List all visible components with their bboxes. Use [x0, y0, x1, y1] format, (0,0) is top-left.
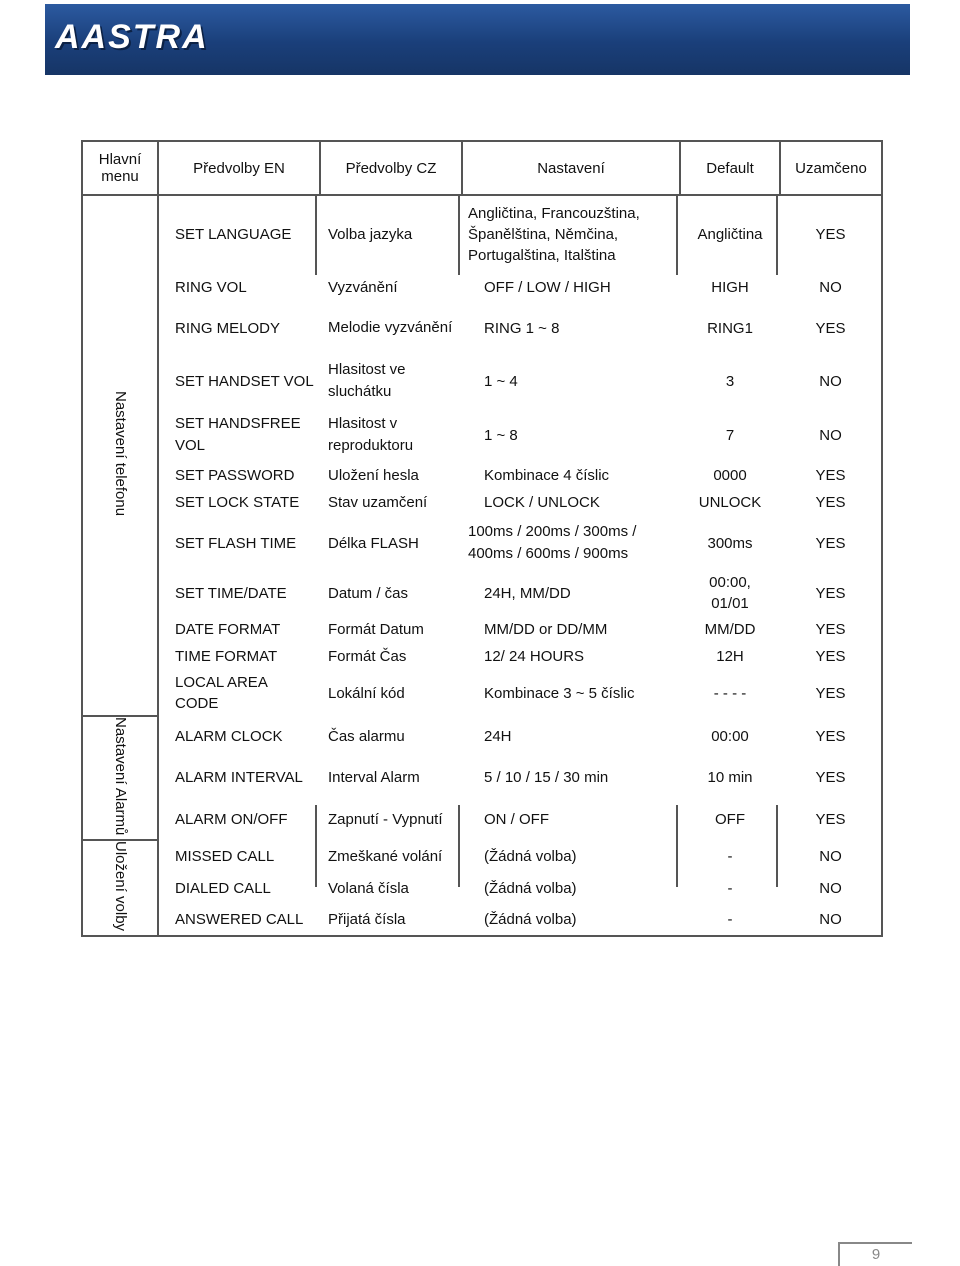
cell-default: 3 — [725, 372, 735, 390]
cell-setting: Kombinace 4 číslic — [484, 467, 610, 484]
cell-default: RING1 — [707, 319, 753, 337]
cell-locked: YES — [780, 798, 882, 840]
cell-cz: Volba jazyka — [328, 225, 413, 243]
table-row — [82, 516, 882, 570]
cell-locked: YES — [780, 616, 882, 643]
header-default: Default — [680, 141, 780, 195]
separator-def-lock-top — [776, 194, 778, 275]
cell-locked: YES — [780, 302, 882, 354]
cell-default: MM/DD — [704, 621, 756, 638]
cell-default: HIGH — [711, 278, 749, 296]
separator-cz-set-top — [458, 194, 460, 275]
cell-en: ALARM ON/OFF — [175, 810, 288, 828]
cell-default: 00:00 — [711, 727, 749, 745]
separator-cz-set-bottom — [458, 805, 460, 887]
cell-locked: NO — [780, 904, 882, 936]
cell-default: 7 — [725, 426, 735, 444]
cell-setting: 24H, MM/DD — [484, 584, 571, 602]
cell-setting: OFF / LOW / HIGH — [484, 278, 611, 296]
cell-cz: Čas alarmu — [328, 727, 405, 745]
cell-en: SET HANDSFREE VOL — [175, 415, 301, 454]
header-pref-en: Předvolby EN — [158, 141, 320, 195]
cell-cz: Uložení hesla — [328, 467, 419, 484]
table-row — [82, 873, 882, 904]
cell-en: RING VOL — [175, 278, 247, 296]
cell-locked: YES — [780, 643, 882, 670]
cell-default: - - - - — [713, 684, 747, 702]
group-saved-calls — [82, 840, 158, 936]
table-row — [82, 354, 882, 408]
cell-cz: Délka FLASH — [328, 534, 419, 552]
cell-cz: Lokální kód — [328, 684, 405, 702]
cell-default: Angličtina — [697, 225, 763, 243]
header-setting: Nastavení — [462, 141, 680, 195]
table-row — [82, 272, 882, 302]
table-row — [82, 716, 882, 757]
cell-locked: YES — [780, 516, 882, 570]
cell-locked: NO — [780, 840, 882, 872]
aastra-logo: AASTRA — [55, 18, 209, 56]
cell-locked: NO — [780, 873, 882, 904]
group-saved-label: Uložení volby — [112, 841, 129, 932]
separator-set-def-top — [676, 194, 678, 275]
cell-cz: Hlasitost ve sluchátku — [328, 361, 406, 400]
cell-locked: NO — [780, 272, 882, 302]
cell-setting: 1 ~ 4 — [484, 372, 518, 390]
group-alarm-settings — [82, 716, 158, 840]
cell-setting: 5 / 10 / 15 / 30 min — [484, 769, 609, 786]
cell-setting: 24H — [484, 727, 512, 745]
cell-en: TIME FORMAT — [175, 648, 278, 665]
cell-cz: Hlasitost v reproduktoru — [328, 415, 414, 454]
table-row — [82, 798, 882, 840]
separator-set-def-bottom — [676, 805, 678, 887]
cell-default: - — [680, 904, 780, 936]
cell-locked: YES — [780, 489, 882, 516]
separator-en-cz-top — [315, 194, 317, 275]
cell-en: MISSED CALL — [175, 848, 275, 866]
table-row — [82, 570, 882, 616]
cell-setting: MM/DD or DD/MM — [484, 621, 608, 638]
cell-default: 0000 — [713, 467, 747, 484]
table-row — [82, 408, 882, 462]
group-phone-label: Nastavení telefonu — [112, 390, 129, 517]
cell-en: ANSWERED CALL — [158, 904, 320, 936]
cell-setting: (Žádná volba) — [462, 904, 680, 936]
cell-default: 10 min — [707, 769, 753, 786]
cell-cz: Vyzvánění — [328, 278, 398, 296]
table-row — [82, 616, 882, 643]
cell-en: RING MELODY — [175, 319, 281, 337]
cell-en: SET TIME/DATE — [175, 584, 287, 602]
cell-en: DATE FORMAT — [175, 621, 281, 638]
cell-default: 12H — [716, 648, 744, 665]
cell-cz: Zmeškané volání — [328, 848, 443, 866]
header-banner — [45, 4, 910, 75]
header-pref-cz: Předvolby CZ — [320, 141, 462, 195]
header-main-menu: Hlavní menu — [82, 141, 158, 195]
table-row — [82, 195, 882, 272]
cell-en: ALARM CLOCK — [175, 727, 283, 745]
cell-en: SET FLASH TIME — [175, 534, 297, 552]
cell-setting: LOCK / UNLOCK — [484, 494, 600, 511]
cell-locked: YES — [780, 757, 882, 799]
cell-default: UNLOCK — [698, 494, 762, 511]
cell-setting: 12/ 24 HOURS — [484, 648, 585, 665]
table-row — [82, 840, 882, 872]
cell-setting: Kombinace 3 ~ 5 číslic — [484, 684, 635, 702]
cell-cz: Datum / čas — [328, 584, 409, 602]
cell-cz: Formát Datum — [328, 621, 424, 638]
table-row — [82, 904, 882, 936]
cell-setting: 100ms / 200ms / 300ms / 400ms / 600ms / 900ms — [468, 523, 637, 562]
cell-en: SET LOCK STATE — [175, 494, 300, 511]
table-row — [82, 489, 882, 516]
cell-setting: ON / OFF — [484, 810, 549, 828]
cell-en: ALARM INTERVAL — [175, 769, 303, 786]
cell-locked: YES — [780, 195, 882, 272]
cell-setting: 1 ~ 8 — [484, 426, 518, 444]
cell-cz: Přijatá čísla — [320, 904, 462, 936]
cell-cz: Zapnutí - Vypnutí — [328, 810, 443, 828]
cell-setting: RING 1 ~ 8 — [484, 319, 560, 337]
cell-en: SET PASSWORD — [175, 467, 295, 484]
table-row — [82, 643, 882, 670]
group-alarm-label: Nastavení Alarmů — [112, 717, 129, 836]
cell-locked: NO — [780, 354, 882, 408]
cell-en: LOCAL AREA CODE — [175, 674, 267, 712]
cell-cz: Stav uzamčení — [328, 494, 428, 511]
cell-default: - — [727, 879, 733, 897]
cell-cz: Volaná čísla — [328, 879, 409, 897]
cell-cz: Interval Alarm — [328, 769, 420, 786]
cell-en: DIALED CALL — [175, 879, 271, 897]
cell-locked: YES — [780, 462, 882, 489]
cell-setting: (Žádná volba) — [484, 848, 577, 866]
table-header-row — [82, 141, 882, 195]
separator-def-lock-bottom — [776, 805, 778, 887]
cell-cz: Formát Čas — [328, 648, 407, 665]
cell-locked: YES — [780, 716, 882, 757]
table-row — [82, 302, 882, 354]
page-number: 9 — [838, 1242, 912, 1266]
cell-setting: (Žádná volba) — [484, 879, 577, 897]
cell-cz: Melodie vyzvánění — [328, 319, 453, 336]
cell-en: SET HANDSET VOL — [175, 372, 314, 390]
cell-default: 00:00, 01/01 — [709, 574, 751, 612]
settings-table — [81, 140, 883, 937]
cell-en: SET LANGUAGE — [175, 225, 292, 243]
cell-locked: NO — [780, 408, 882, 462]
table-row — [82, 670, 882, 716]
header-locked: Uzamčeno — [780, 141, 882, 195]
cell-default: 300ms — [707, 534, 753, 552]
cell-setting: Angličtina, Francouzština, Španělština, Němčina, Portugalština, Italština — [468, 204, 640, 264]
cell-default: OFF — [715, 810, 745, 828]
cell-default: - — [727, 848, 733, 866]
group-phone-settings — [82, 195, 158, 716]
cell-locked: YES — [780, 570, 882, 616]
table-row — [82, 757, 882, 799]
separator-en-cz-bottom — [315, 805, 317, 887]
cell-locked: YES — [780, 670, 882, 716]
table-row — [82, 462, 882, 489]
